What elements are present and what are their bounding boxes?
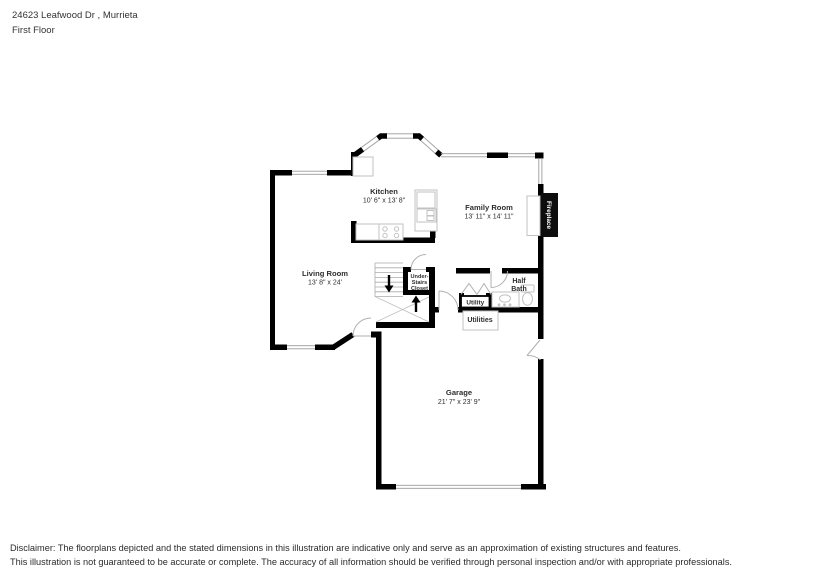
closet-label-2: Stairs — [411, 280, 428, 286]
disclaimer — [10, 541, 732, 569]
kitchen-label: Kitchen — [370, 187, 398, 196]
floor-line: First Floor — [12, 25, 55, 36]
garage-dims: 21' 7" x 23' 9" — [437, 399, 481, 406]
living-room-label: Living Room — [302, 269, 348, 278]
utility-bifold-doors — [461, 284, 491, 295]
half-bath-label-2: Bath — [511, 286, 527, 293]
stairs-up-arrow — [412, 296, 421, 313]
disclaimer-line-2: This illustration is not guaranteed to be accurate or complete. The accuracy of all information should be verified through personal inspection and/or with appropriate professionals. — [10, 557, 732, 567]
fireplace-label: Fireplace — [545, 200, 552, 230]
utility-label: Utility — [466, 299, 485, 307]
garage-side-door — [527, 340, 541, 360]
bay-window — [354, 134, 441, 156]
front-door — [353, 318, 371, 336]
kitchen-dims: 10' 6" x 13' 8" — [362, 197, 406, 205]
disclaimer-line-1: Disclaimer: The floorplans depicted and the stated dimensions in this illustration are indicative only and serve as an approximation of existing structures and features. — [10, 543, 681, 553]
family-room-label: Family Room — [465, 203, 513, 212]
bathroom-sink — [492, 292, 519, 307]
fireplace — [541, 193, 558, 237]
pantry — [353, 157, 373, 176]
garage-hall-door — [439, 291, 458, 310]
utilities-label: Utilities — [467, 317, 493, 324]
half-bath-label-1: Half — [512, 278, 526, 285]
living-room-dims: 13' 8" x 24' — [308, 279, 342, 287]
address-line: 24623 Leafwood Dr , Murrieta — [12, 10, 138, 21]
hearth — [527, 196, 540, 236]
family-room-dims: 13' 11" x 14' 11" — [464, 213, 514, 221]
closet-door — [411, 255, 426, 270]
closet-label-3: Closet — [410, 286, 429, 292]
stove — [379, 224, 403, 240]
closet-label-1: Under- — [410, 274, 429, 280]
garage-label: Garage — [445, 388, 473, 397]
utility-closet — [461, 296, 490, 308]
fixtures — [353, 157, 540, 330]
